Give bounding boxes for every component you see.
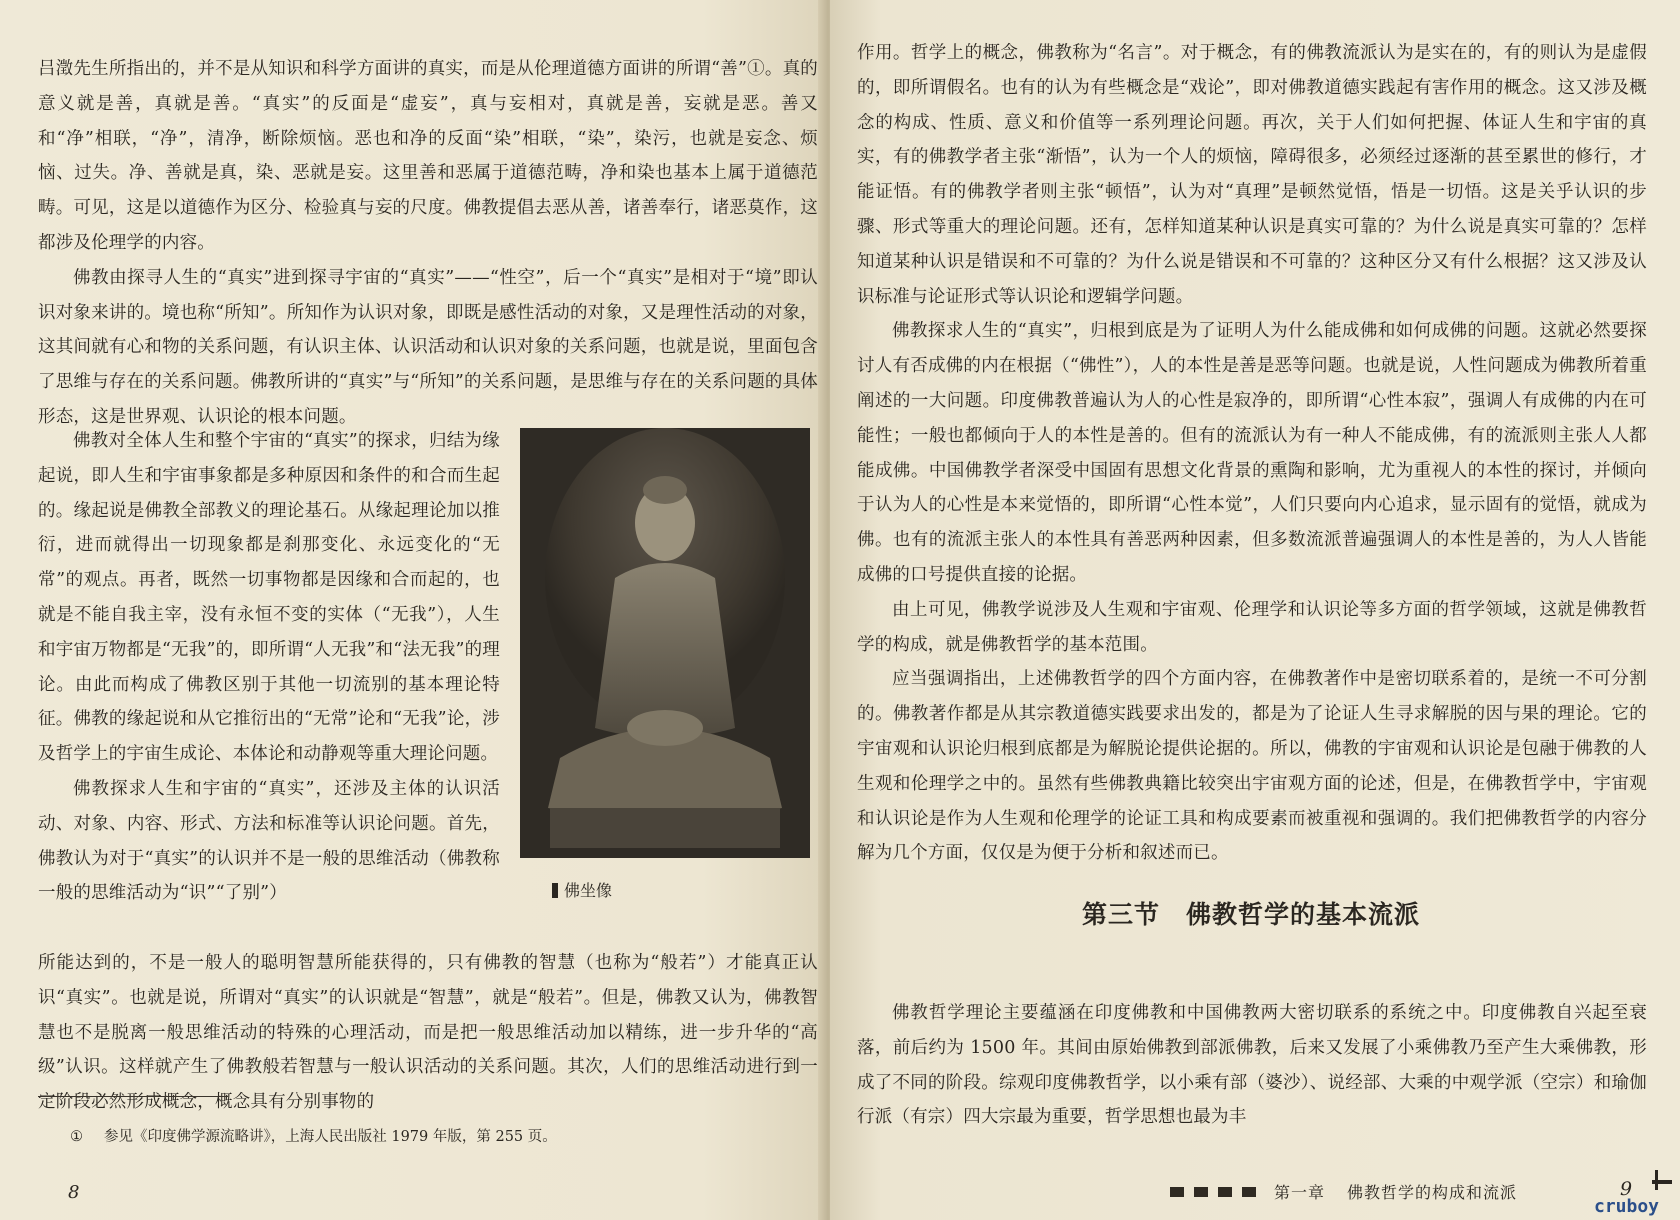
footnote-text: 参见《印度佛学源流略讲》，上海人民出版社 1979 年版，第 255 页。 (104, 1129, 557, 1145)
footnote-rule (38, 1096, 228, 1097)
footer-square-icon (1170, 1187, 1184, 1197)
figure-caption (552, 878, 752, 901)
section-label: 第三节 (1082, 900, 1161, 929)
footnote-number: ① (70, 1129, 83, 1145)
right-paragraph-3: 由上可见，佛教学说涉及人生观和宇宙观、伦理学和认识论等多方面的哲学领域，这就是佛教哲学的构成，就是佛教哲学的基本范围。 (857, 599, 1647, 655)
left-text-bottom (38, 946, 818, 1120)
footer-chapter: 第一章 (1274, 1183, 1326, 1202)
section-heading (1082, 895, 1642, 931)
right-paragraph-1: 作用。哲学上的概念，佛教称为“名言”。对于概念，有的佛教流派认为是实在的，有的则认为是虚假的，即所谓假名。也有的认为有些概念是“戏论”，即对佛教道德实践起有害作用的概念。这又涉及概念的构成、性质、意义和价值等一系列理论问题。再次，关于人们如何把握、体证人生和宇宙的真实，有的佛教学者主张“渐悟”，认为一个人的烦恼，障碍很多，必须经过逐渐的甚至累世的修行，才能证悟。有的佛教学者则主张“顿悟”，认为对“真理”是顿然觉悟，悟是一切悟。这是关乎认识的步骤、形式等重大的理论问题。还有，怎样知道某种认识是真实可靠的？为什么说是真实可靠的？怎样知道某种认识是错误和不可靠的？为什么说是错误和不可靠的？这种区分又有什么根据？这又涉及认识标准与论证形式等认识论和逻辑学问题。 (857, 43, 1647, 307)
footer-square-icon (1218, 1187, 1232, 1197)
right-text-after-heading (857, 996, 1647, 1135)
left-page-number: 8 (68, 1182, 80, 1203)
right-paragraph-4: 应当强调指出，上述佛教哲学的四个方面内容，在佛教著作中是密切联系着的，是统一不可分割的。佛教著作都是从其宗教道德实践要求出发的，都是为了论证人生寻求解脱的因与果的理论。它的宇宙观和认识论归根到底都是为解脱论提供论据的。所以，佛教的宇宙观和认识论是包融于佛教的人生观和伦理学之中的。虽然有些佛教典籍比较突出宇宙观方面的论述，但是，在佛教哲学中，宇宙观和认识论是作为人生观和伦理学的论证工具和构成要素而被重视和强调的。我们把佛教哲学的内容分解为几个方面，仅仅是为便于分析和叙述而已。 (857, 669, 1647, 864)
left-paragraph-3: 佛教对全体人生和整个宇宙的“真实”的探求，归结为缘起说，即人生和宇宙事象都是多种原因和条件的和合而生起的。缘起说是佛教全部教义的理论基石。从缘起理论加以推衍，进而就得出一切现象都是刹那变化、永远变化的“无常”的观点。再者，既然一切事物都是因缘和合而起的，也就是不能自我主宰，没有永恒不变的实体（“无我”），人生和宇宙万物都是“无我”的，即所谓“人无我”和“法无我”的理论。由此而构成了佛教区别于其他一切流别的基本理论特征。佛教的缘起说和从它推衍出的“无常”论和“无我”论，涉及哲学上的宇宙生成论、本体论和动静观等重大理论问题。 (38, 431, 500, 765)
buddha-statue-icon (520, 428, 810, 858)
footer-chapter-title: 佛教哲学的构成和流派 (1347, 1183, 1518, 1202)
caption-marker (552, 883, 558, 898)
footnote (70, 1126, 770, 1148)
right-paragraph-2: 佛教探求人生的“真实”，归根到底是为了证明人为什么能成佛和如何成佛的问题。这就必然要探讨人有否成佛的内在根据（“佛性”），人的本性是善是恶等问题。也就是说，人性问题成为佛教所着重阐述的一大问题。印度佛教普遍认为人的心性是寂净的，即所谓“心性本寂”，强调人有成佛的内在可能性；一般也都倾向于人的本性是善的。但有的流派认为有一种人不能成佛，有的流派则主张人人都能成佛。中国佛教学者深受中国固有思想文化背景的熏陶和影响，尤为重视人的本性的探讨，并倾向于认为人的心性是本来觉悟的，即所谓“心性本觉”，人们只要向内心追求，显示固有的觉悟，就成为佛。也有的流派主张人的本性具有善恶两种因素，但多数流派普遍强调人的本性是善的，为人人皆能成佛的口号提供直接的论据。 (857, 321, 1647, 585)
left-page (0, 0, 826, 1220)
left-text-wrap (38, 424, 500, 911)
footer-square-icon (1194, 1187, 1208, 1197)
scan-watermark: cruboy (1594, 1196, 1660, 1217)
right-paragraph-5: 佛教哲学理论主要蕴涵在印度佛教和中国佛教两大密切联系的系统之中。印度佛教自兴起至衰落，前后约为 1500 年。其间由原始佛教到部派佛教，后来又发展了小乘佛教乃至产生大乘佛教，形成了不同的阶段。综观印度佛教哲学，以小乘有部（婆沙）、说经部、大乘的中观学派（空宗）和瑜伽行派（有宗）四大宗最为重要，哲学思想也最为丰 (857, 1003, 1647, 1128)
right-text (857, 36, 1647, 871)
left-text-top (38, 52, 818, 435)
left-paragraph-4: 佛教探求人生和宇宙的“真实”，还涉及主体的认识活动、对象、内容、形式、方法和标准等认识论问题。首先，佛教认为对于“真实”的认识并不是一般的思维活动（佛教称一般的思维活动为“识”“了别”） (38, 778, 500, 904)
edge-mark-vertical (1655, 1170, 1658, 1190)
left-paragraph-2: 佛教由探寻人生的“真实”进到探寻宇宙的“真实”——“性空”，后一个“真实”是相对于“境”即认识对象来讲的。境也称“所知”。所知作为认识对象，即既是感性活动的对象，又是理性活动的对象，这其间就有心和物的关系问题，有认识主体、认识活动和认识对象的关系问题，也就是说，里面包含了思维与存在的关系问题。佛教所讲的“真实”与“所知”的关系问题，是思维与存在的关系问题的具体形态，这是世界观、认识论的根本问题。 (38, 267, 818, 427)
running-footer (1170, 1180, 1517, 1203)
section-title: 佛教哲学的基本流派 (1186, 900, 1421, 929)
footer-square-icon (1242, 1187, 1256, 1197)
left-paragraph-5: 所能达到的，不是一般人的聪明智慧所能获得的，只有佛教的智慧（也称为“般若”）才能真正认识“真实”。也就是说，所谓对“真实”的认识就是“智慧”，就是“般若”。但是，佛教又认为，佛教智慧也不是脱离一般思维活动的特殊的心理活动，而是把一般思维活动加以精练，进一步升华的“高级”认识。这样就产生了佛教般若智慧与一般认识活动的关系问题。其次，人们的思维活动进行到一定阶段必然形成概念，概念具有分别事物的 (38, 953, 818, 1113)
right-page-number: 9 (1620, 1178, 1633, 1200)
figure-caption-text: 佛坐像 (564, 881, 613, 900)
buddha-statue-photo (520, 428, 810, 858)
left-paragraph-1: 吕澂先生所指出的，并不是从知识和科学方面讲的真实，而是从伦理道德方面讲的所谓“善”①。真的意义就是善，真就是善。“真实”的反面是“虚妄”，真与妄相对，真就是善，妄就是恶。善又和“净”相联，“净”，清净，断除烦恼。恶也和净的反面“染”相联，“染”，染污，也就是妄念、烦恼、过失。净、善就是真，染、恶就是妄。这里善和恶属于道德范畴，净和染也基本上属于道德范畴。可见，这是以道德作为区分、检验真与妄的尺度。佛教提倡去恶从善，诸善奉行，诸恶莫作，这都涉及伦理学的内容。 (38, 59, 818, 253)
